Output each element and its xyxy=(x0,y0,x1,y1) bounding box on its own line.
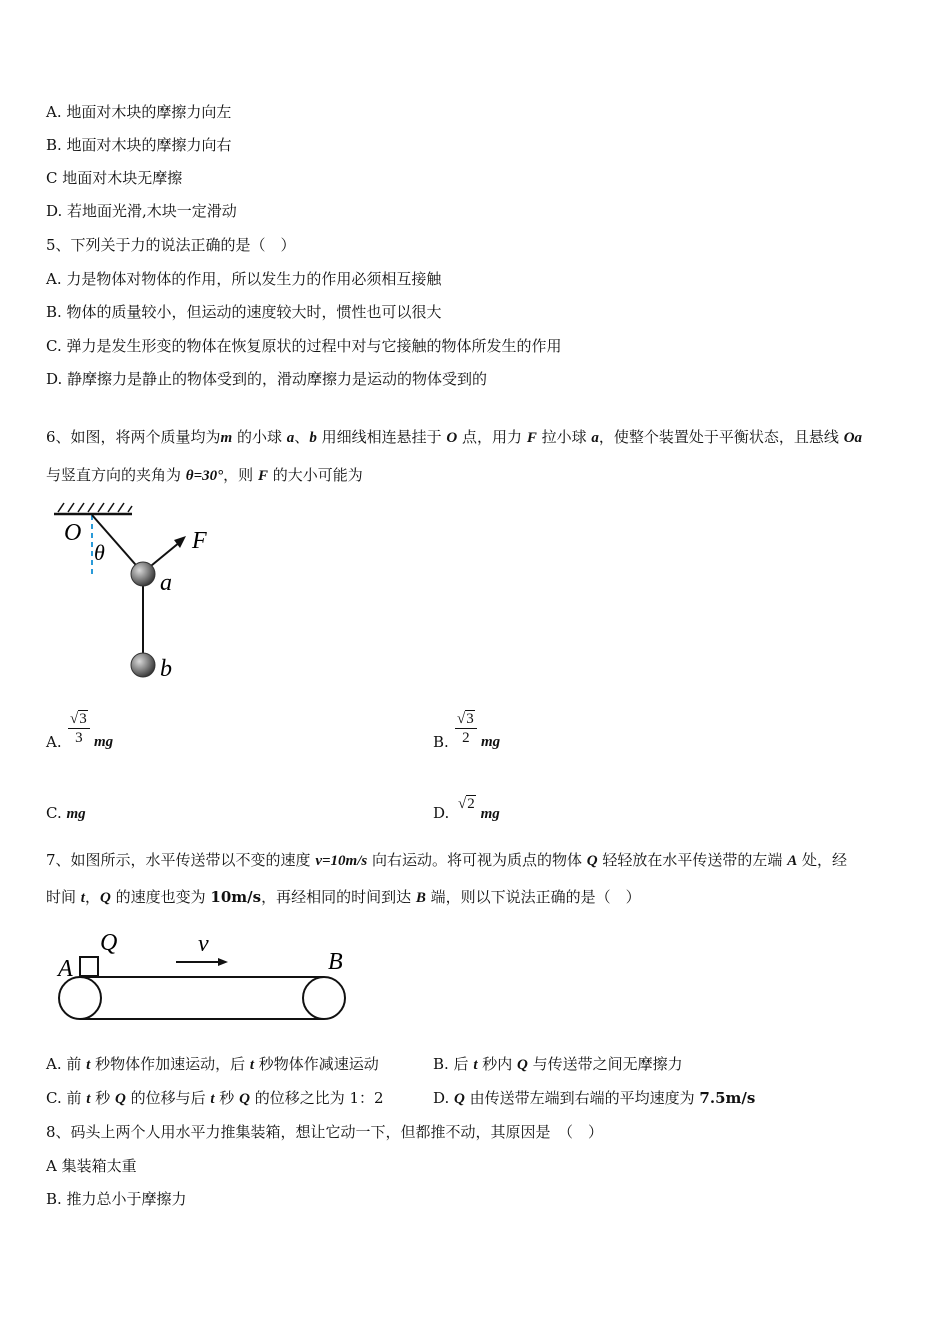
q7-stem-line1: 7、如图所示，水平传送带以不变的速度 v=10m/s 向右运动。将可视为质点的物体 Q 轻轻放在水平传送带的左端 A 处，经 xyxy=(46,851,848,869)
q7-option-b: B. 后 t 秒内 Q 与传送带之间无摩擦力 xyxy=(433,1055,683,1073)
q8-stem: 8、码头上两个人用水平力推集装箱，想让它动一下，但都推不动，其原因是 （ ） xyxy=(46,1123,604,1141)
q4-option-d: D. 若地面光滑,木块一定滑动 xyxy=(46,202,237,220)
q4-option-c: C 地面对木块无摩擦 xyxy=(46,169,183,187)
q5-option-b: B. 物体的质量较小，但运动的速度较大时，惯性也可以很大 xyxy=(46,303,442,321)
q7-conveyor-figure xyxy=(50,924,360,1024)
q7-option-d: D. Q 由传送带左端到右端的平均速度为 7.5m/s xyxy=(433,1089,756,1107)
q7-option-a: A. 前 t 秒物体作加速运动，后 t 秒物体作减速运动 xyxy=(46,1055,379,1073)
q6-option-c: C. mg xyxy=(46,804,86,822)
q6-option-d: D. √2 mg xyxy=(433,796,500,822)
label-theta: θ xyxy=(94,540,105,565)
label-a: a xyxy=(160,570,172,596)
q7-stem-line2: 时间 t，Q 的速度也变为 10m/s，再经相同的时间到达 B 端，则以下说法正确的是（ ） xyxy=(46,888,641,906)
label-b: b xyxy=(160,656,172,682)
label-v: v xyxy=(198,931,209,957)
q6-option-a: A. $\frac{√3}{3}$ mg xyxy=(46,711,114,751)
q6-option-b: B. $\frac{√3}{2}$ mg xyxy=(433,711,501,751)
label-B: B xyxy=(328,949,343,975)
label-A: A xyxy=(58,956,73,982)
label-O: O xyxy=(64,520,82,546)
q6-stem-line2: 与竖直方向的夹角为 θ=30°，则 F 的大小可能为 xyxy=(46,466,363,484)
label-Q: Q xyxy=(100,930,118,956)
q8-option-b: B. 推力总小于摩擦力 xyxy=(46,1190,187,1208)
q5-option-d: D. 静摩擦力是静止的物体受到的，滑动摩擦力是运动的物体受到的 xyxy=(46,370,488,388)
q4-option-a: A. 地面对木块的摩擦力向左 xyxy=(46,103,232,121)
q5-option-c: C. 弹力是发生形变的物体在恢复原状的过程中对与它接触的物体所发生的作用 xyxy=(46,337,562,355)
label-F: F xyxy=(192,528,207,554)
q8-option-a: A 集装箱太重 xyxy=(46,1157,137,1175)
q5-option-a: A. 力是物体对物体的作用，所以发生力的作用必须相互接触 xyxy=(46,270,442,288)
q5-stem: 5、下列关于力的说法正确的是（ ） xyxy=(46,236,296,254)
q6-pendulum-figure xyxy=(46,498,226,688)
q4-option-b: B. 地面对木块的摩擦力向右 xyxy=(46,136,232,154)
q6-stem-line1: 6、如图，将两个质量均为m 的小球 a、b 用细线相连悬挂于 O 点，用力 F 拉小球 a，使整个装置处于平衡状态，且悬线 Oa xyxy=(46,428,863,446)
q7-option-c: C. 前 t 秒 Q 的位移与后 t 秒 Q 的位移之比为 1：2 xyxy=(46,1089,384,1107)
